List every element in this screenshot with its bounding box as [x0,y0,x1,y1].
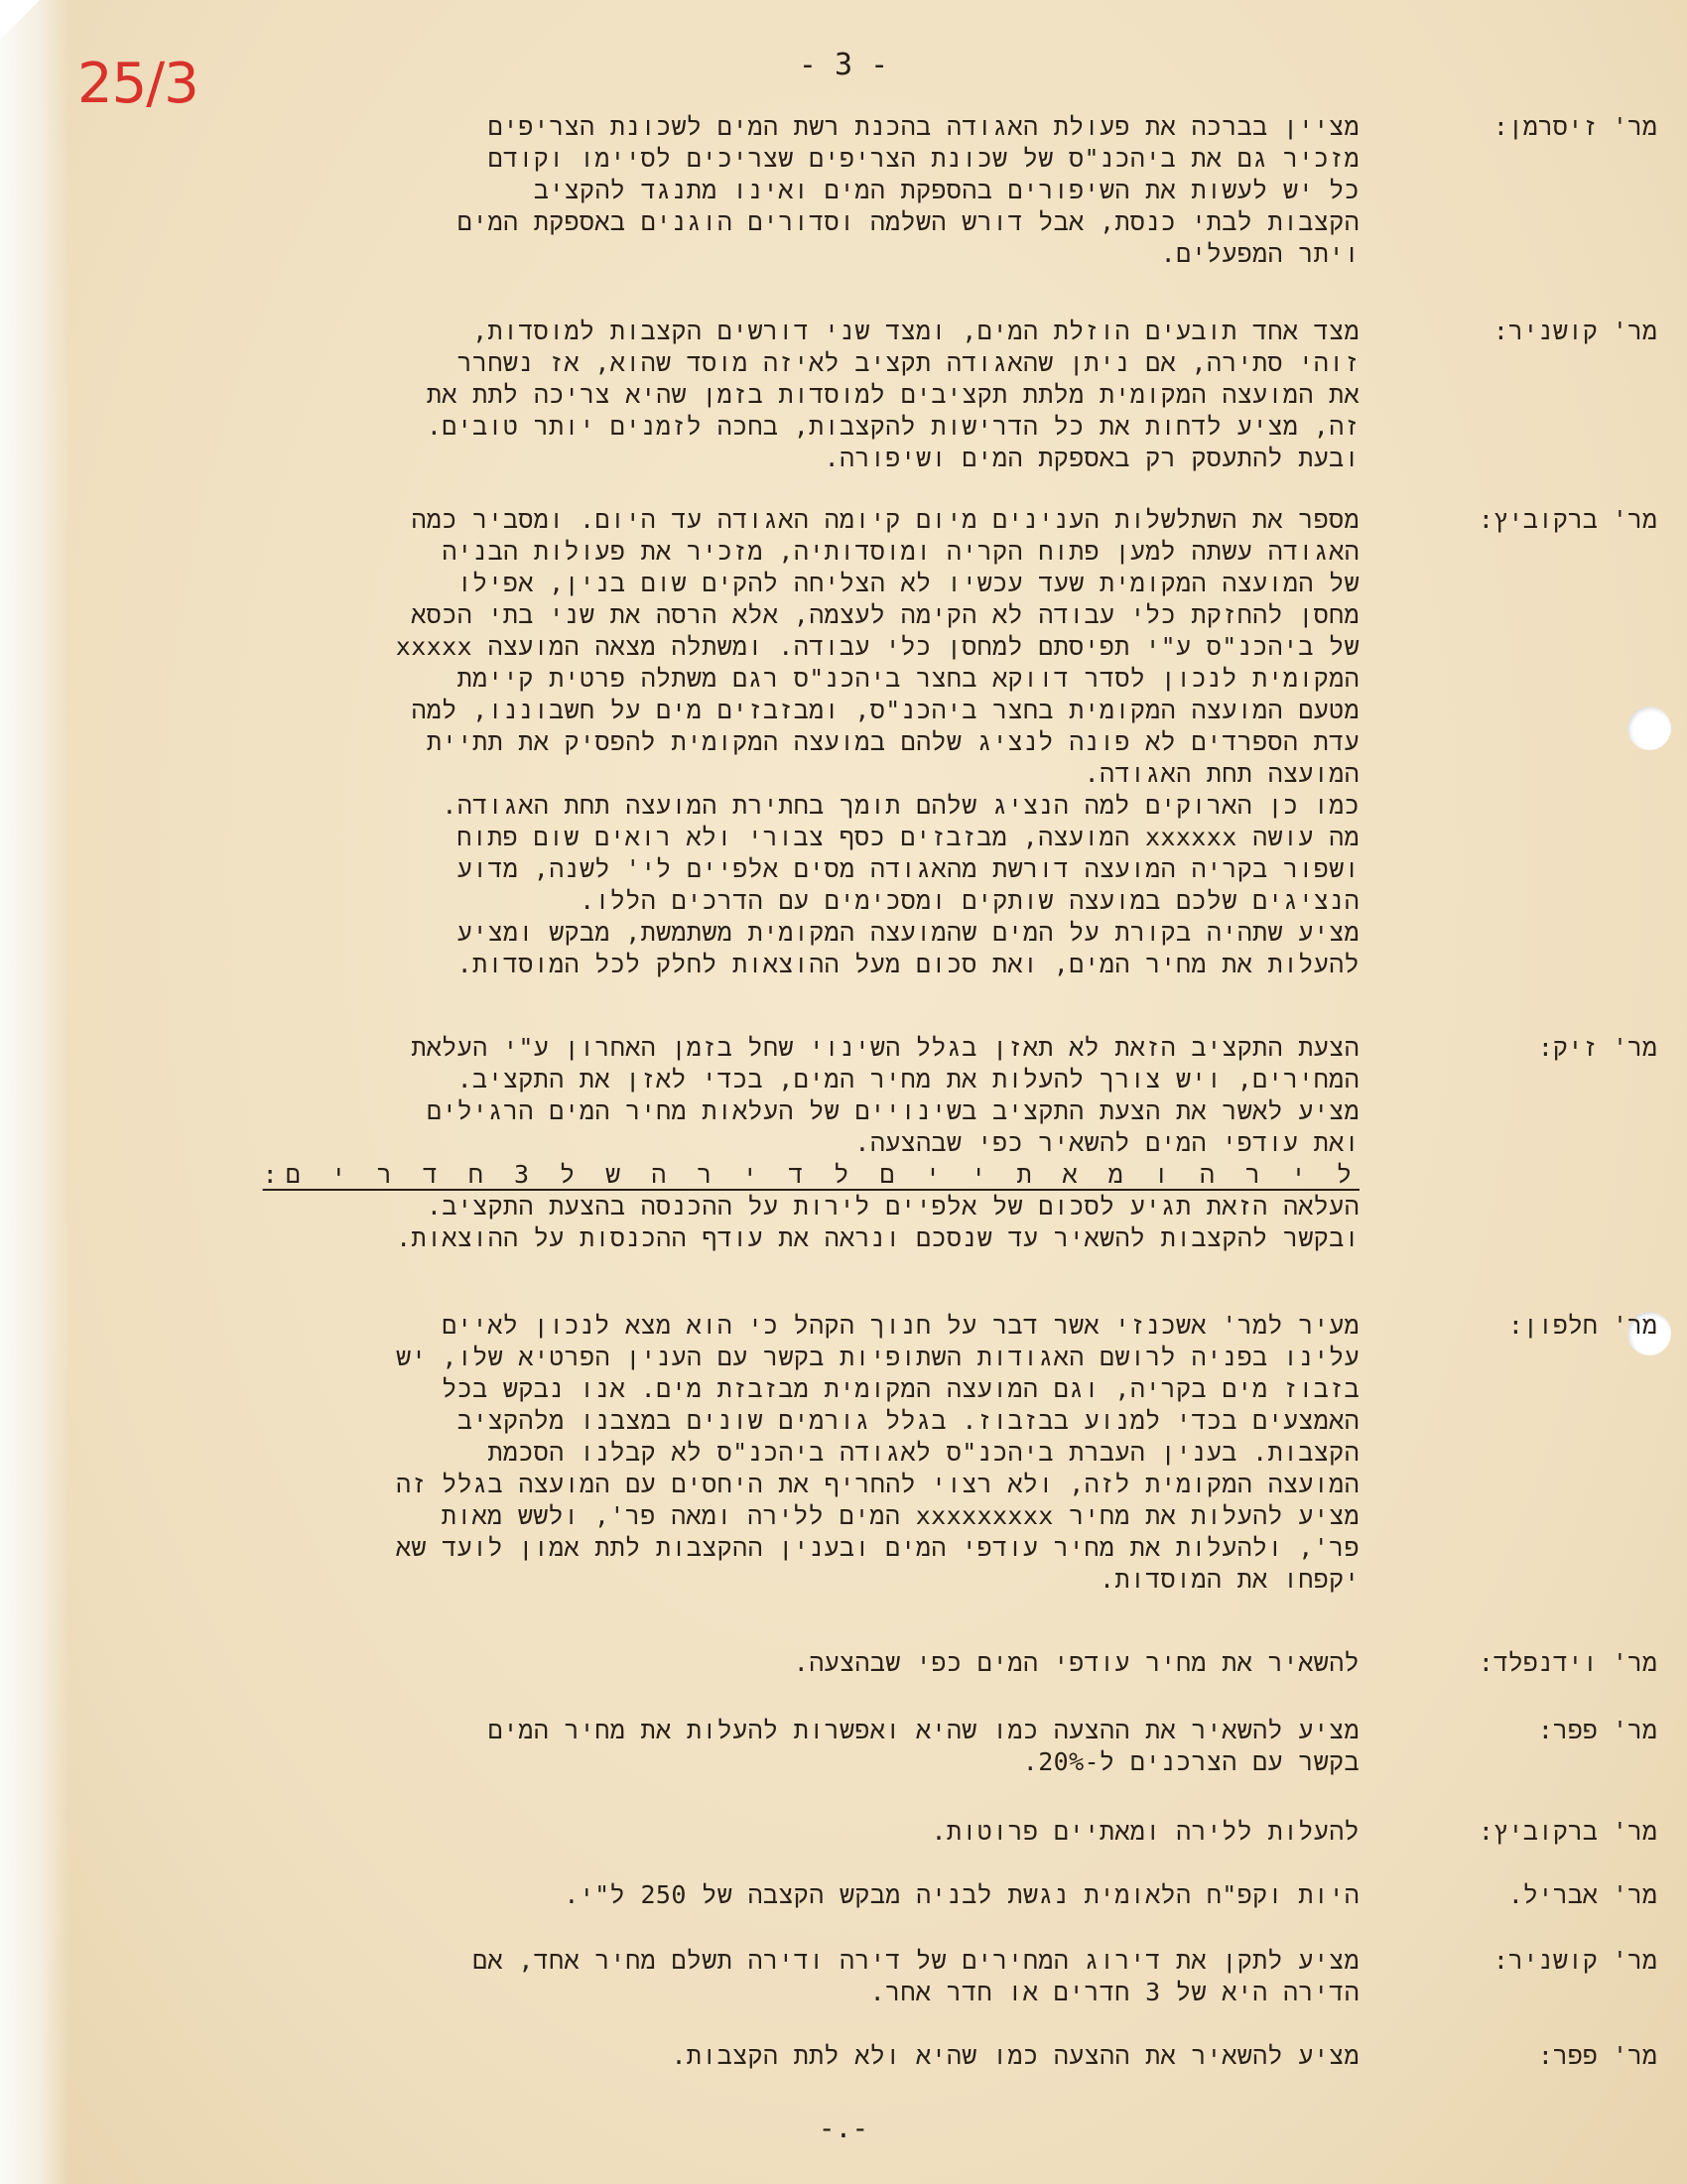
text-line: המועצה תחת האגודה. [1084,759,1360,788]
text-line: ואת עודפי המים להשאיר כפי שבהצעה. [854,1128,1360,1157]
text-line: היות וקפ"ח הלאומית נגשת לבניה מבקש הקצבה של 250 ל"י. [564,1880,1360,1909]
speaker-name: מר' פפר: [1537,2041,1657,2070]
page-number: - 3 - [798,48,889,82]
speaker-name: מר' וידנפלד: [1478,1648,1657,1677]
speaker-name: מר' ברקוביץ: [1478,1817,1657,1846]
speaker-name: מר' זיק: [1537,1033,1657,1062]
entry-text [89,1879,1360,1911]
text-line: הקצבות לבתי כנסת, אבל דורש השלמה וסדורים הוגנים באספקת המים [456,207,1360,236]
text-line: כמו כן הארוקים למה הנציג שלהם תומך בחתירת המועצה תחת האגודה. [442,791,1360,820]
text-line: להעלות את מחיר המים, ואת סכום מעל ההוצאות לחלק לכל המוסדות. [456,950,1360,978]
text-line: יקפחו את המוסדות. [1100,1565,1360,1594]
text-line: האמצעים בכדי למנוע בבזבוז. בגלל גורמים שונים במצבנו מלהקציב [456,1406,1360,1435]
punch-hole [1627,707,1671,750]
entry-text [89,504,1360,980]
text-line: מציע להשאיר את ההצעה כמו שהיא ולא לתת הקצבות. [671,2041,1360,2070]
text-line: מספר את השתלשלות הענינים מיום קיומה האגודה עד היום. ומסביר כמה [411,505,1360,534]
entry-text [89,1816,1360,1848]
text-line: מציע לאשר את הצעת התקציב בשינויים של העלאות מחיר המים הרגילים [426,1096,1360,1125]
entry-text [89,1647,1360,1679]
text-line: כל יש לעשות את השיפורים בהספקת המים ואינו מתנגד להקציב [533,176,1360,204]
text-line: מעיר למר' אשכנזי אשר דבר על חנוך הקהל כי הוא מצא לנכון לאיים [442,1311,1360,1340]
text-line: ויתר המפעלים. [1160,239,1360,268]
speaker-name: מר' קושניר: [1492,317,1657,345]
text-line: הצעת התקציב הזאת לא תאזן בגלל השינוי שחל בזמן האחרון ע"י העלאת [411,1033,1360,1062]
text-line: הדירה היא של 3 חדרים או חדר אחר. [869,1978,1360,2006]
entry-text [89,1310,1360,1596]
text-line: הקצבות. בענין העברת ביהכנ"ס לאגודה ביהכנ"ס לא קבלנו הסכמת [487,1438,1360,1467]
text-line: הנציגים שלכם במועצה שותקים ומסכימים עם הדרכים הללו. [580,886,1360,915]
page-corner [0,0,40,40]
text-line: המועצה המקומית לזה, ולא רצוי להחריף את היחסים עם המועצה בגלל זה [396,1470,1360,1498]
text-line: להעלות ללירה ומאתיים פרוטות. [931,1817,1360,1846]
text-line: מטעם המועצה המקומית בחצר ביהכנ"ס, ומבזבזים מים על חשבוננו, למה [411,696,1360,724]
text-line: המקומית לנכון לסדר דווקא בחצר ביהכנ"ס רגם משתלה פרטית קיימת [456,664,1360,693]
text-line: מחסן להחזקת כלי עבודה לא הקימה לעצמה, אלא הרסה את שני בתי הכסא [411,600,1360,629]
speaker-name: מר' חלפון: [1507,1311,1657,1340]
entry-text [89,316,1360,474]
text-line: ל י ר ה ו מ א ת י י ם ל ד י ר ה ש ל 3 ח ד ר י ם: [262,1160,1360,1189]
speaker-name: מר' ברקוביץ: [1478,505,1657,534]
archive-stamp: 25/3 [77,52,198,116]
text-line: זה, מציע לדחות את כל הדרישות להקצבות, בחכה לזמנים יותר טובים. [426,412,1360,441]
entry-text [89,111,1360,270]
text-line: להשאיר את מחיר עודפי המים כפי שבהצעה. [793,1648,1360,1677]
text-line: מציין בברכה את פעולת האגודה בהכנת רשת המים לשכונת הצריפים [487,112,1360,141]
text-line: פר', ולהעלות את מחיר עודפי המים ובענין ההקצבות לתת אמון לועד שא [396,1533,1360,1562]
text-line: זוהי סתירה, אם ניתן שהאגודה תקציב לאיזה מוסד שהוא, אז נשחרר [456,348,1360,377]
entry-text [89,1945,1360,2008]
text-line: המחירים, ויש צורך להעלות את מחיר המים, בכדי לאזן את התקציב. [456,1065,1360,1093]
page-footer-mark: -.- [818,2112,869,2144]
speaker-name: מר' זיסרמן: [1492,112,1657,141]
text-line: האגודה עשתה למען פתוח הקריה ומוסדותיה, מזכיר את פעולות הבניה [442,537,1360,566]
text-line: עדת הספרדים לא פונה לנציג שלהם במועצה המקומית להפסיק את תתיית [426,727,1360,756]
speaker-name: מר' אבריל. [1507,1880,1657,1909]
page-edge [0,0,69,2184]
text-line: של ביהכנ"ס ע"י תפיסתם למחסן כלי עבודה. ומשתלה מצאה המועצה xxxxx [395,632,1360,661]
entry-text [89,1032,1360,1254]
text-line: את המועצה המקומית מלתת תקציבים למוסדות בזמן שהיא צריכה לתת את [426,380,1360,409]
text-line: העלאה הזאת תגיע לסכום של אלפיים לירות על ההכנסה בהצעת התקציב. [426,1192,1360,1220]
text-line: מציע להעלות את מחיר xxxxxxxxx המים ללירה ומאה פר', ולשש מאות [441,1501,1360,1530]
speaker-name: מר' פפר: [1537,1716,1657,1744]
text-line: ובקשר להקצבות להשאיר עד שנסכם ונראה את עודף ההכנסות על ההוצאות. [396,1223,1360,1252]
text-line: ובעת להתעסק רק באספקת המים ושיפורה. [824,444,1360,472]
text-line: מציע לתקן את דירוג המחירים של דירה ודירה תשלם מחיר אחד, אם [472,1946,1360,1975]
speaker-name: מר' קושניר: [1492,1946,1657,1975]
entry-text [89,1715,1360,1778]
entry-text [89,2040,1360,2072]
text-line: עלינו בפניה לרושם האגודות השתופיות בקשר עם הענין הפרטיא שלו, יש [396,1343,1360,1371]
text-line: בקשר עם הצרכנים ל-20%. [1022,1747,1360,1776]
text-line: ושפור בקריה המועצה דורשת מהאגודה מסים אלפיים לי' לשנה, מדוע [456,854,1360,883]
text-line: מה עושה xxxxxx המועצה, מבזבזים כסף צבורי ולא רואים שום פתוח [456,823,1360,851]
text-line: מזכיר גם את ביהכנ"ס של שכונת הצריפים שצריכים לסיימו וקודם [487,144,1360,173]
text-line: מציע להשאיר את ההצעה כמו שהיא ואפשרות להעלות את מחיר המים [487,1716,1360,1744]
text-line: מצד אחד תובעים הוזלת המים, ומצד שני דורשים הקצבות למוסדות, [472,317,1360,345]
text-line: מציע שתהיה בקורת על המים שהמועצה המקומית משתמשת, מבקש ומציע [456,918,1360,947]
text-line: בזבוז מים בקריה, וגם המועצה המקומית מבזבזת מים. אנו נבקש בכל [442,1374,1360,1403]
text-line: של המועצה המקומית שעד עכשיו לא הצליחה להקים שום בנין, אפילו [456,569,1360,597]
